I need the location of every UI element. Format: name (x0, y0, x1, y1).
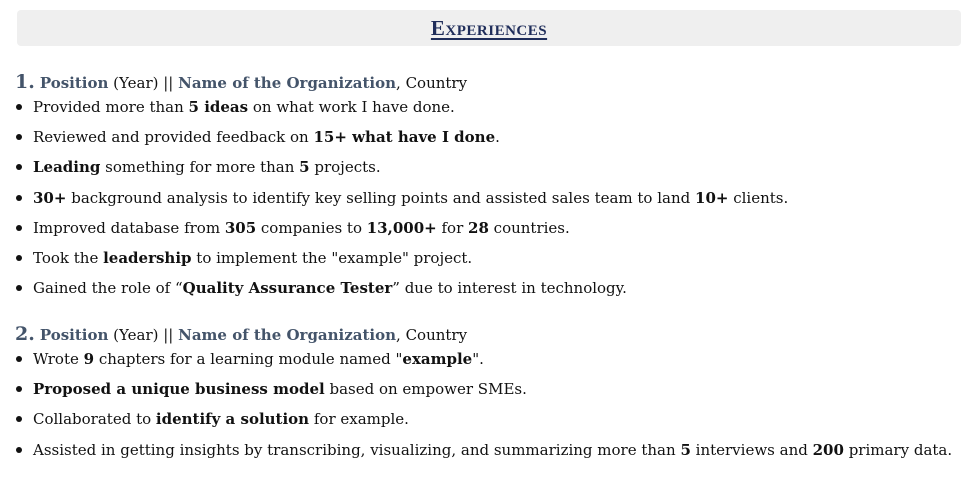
bullet-list (15, 94, 965, 305)
bullet-text-bold: 305 (224, 218, 257, 237)
bullet-text-bold: 28 (468, 218, 489, 237)
bullet-text-bold: 13,000+ (366, 218, 437, 237)
bullet-text-bold: 200 (812, 440, 844, 459)
section-title: Experiences (430, 15, 548, 40)
bullet-item (15, 245, 965, 275)
bullet-item (15, 376, 965, 406)
bullet-dot-icon (16, 225, 22, 231)
bullet-text: Assisted in getting insights by transcribing, visualizing, and summarizing more than (33, 440, 681, 459)
bullet-text: for (436, 218, 469, 237)
entry-organization: Name of the Organization (178, 74, 397, 92)
bullet-text-bold: 5 (680, 440, 691, 459)
bullet-dot-icon (16, 195, 22, 201)
entry-number: 1. (15, 71, 35, 93)
entry-position: Position (39, 326, 109, 344)
bullet-text: on what work I have done. (248, 98, 455, 116)
bullet-text: primary data. (843, 440, 953, 459)
experience-entry (15, 322, 965, 467)
bullet-item (15, 346, 965, 376)
entry-country: , Country (396, 326, 468, 344)
bullet-item (15, 275, 965, 305)
entry-year: (Year) || (108, 326, 179, 344)
bullet-text-bold: 30+ (33, 188, 67, 207)
bullet-text: Gained the role of “ (33, 279, 183, 298)
bullet-text: Wrote (33, 350, 84, 368)
bullet-item (15, 406, 965, 436)
bullet-item (15, 94, 965, 124)
bullet-text-bold: Proposed a unique business model (33, 380, 325, 399)
bullet-text: companies to (256, 218, 367, 237)
bullet-item (15, 185, 965, 215)
entry-heading (15, 70, 965, 94)
bullet-dot-icon (16, 285, 22, 291)
bullet-text-bold: leadership (103, 248, 192, 267)
bullet-text: ". (472, 350, 484, 368)
bullet-dot-icon (16, 255, 22, 261)
bullet-text-bold: identify a solution (155, 410, 310, 429)
entry-number: 2. (15, 323, 35, 345)
bullet-text-bold: 9 (83, 350, 95, 368)
bullet-text: Provided more than (33, 98, 189, 116)
bullet-text: chapters for a learning module named " (94, 350, 403, 368)
bullet-item (15, 154, 965, 184)
bullet-text-bold: 5 ideas (188, 98, 249, 116)
section-header-bar (17, 10, 961, 46)
bullet-dot-icon (16, 164, 22, 170)
bullet-item (15, 215, 965, 245)
bullet-list (15, 346, 965, 467)
experience-entry (15, 70, 965, 305)
bullet-dot-icon (16, 134, 22, 140)
bullet-text-bold: example (402, 350, 473, 368)
bullet-text: for example. (309, 410, 409, 429)
bullet-dot-icon (16, 416, 22, 422)
bullet-text-bold: Quality Assurance Tester (182, 279, 393, 298)
entry-organization: Name of the Organization (178, 326, 397, 344)
bullet-text: to implement the "example" project. (191, 248, 473, 267)
bullet-text: something for more than (100, 158, 300, 177)
bullet-text-bold: Leading (33, 158, 101, 177)
bullet-text: ” due to interest in technology. (392, 279, 627, 298)
bullet-dot-icon (16, 386, 22, 392)
bullet-text: background analysis to identify key selling points and assisted sales team to land (66, 188, 696, 207)
bullet-dot-icon (16, 447, 22, 453)
bullet-dot-icon (16, 356, 22, 362)
bullet-text-bold: 15+ what have I done (313, 128, 496, 147)
bullet-dot-icon (16, 104, 22, 110)
bullet-text: Took the (33, 248, 104, 267)
bullet-text-bold: 10+ (695, 188, 729, 207)
bullet-text: countries. (488, 218, 570, 237)
bullet-text: based on empower SMEs. (324, 380, 527, 399)
entry-heading (15, 322, 965, 346)
bullet-text: interviews and (690, 440, 813, 459)
bullet-text: Improved database from (33, 218, 225, 237)
bullet-text: . (495, 128, 500, 147)
bullet-item (15, 124, 965, 154)
bullet-text: Reviewed and provided feedback on (33, 128, 314, 147)
bullet-text-bold: 5 (299, 158, 310, 177)
bullet-text: clients. (728, 188, 789, 207)
bullet-text: projects. (309, 158, 381, 177)
bullet-item (15, 437, 965, 467)
entry-position: Position (39, 74, 109, 92)
entry-year: (Year) || (108, 74, 179, 92)
bullet-text: Collaborated to (33, 410, 156, 429)
entry-country: , Country (396, 74, 468, 92)
